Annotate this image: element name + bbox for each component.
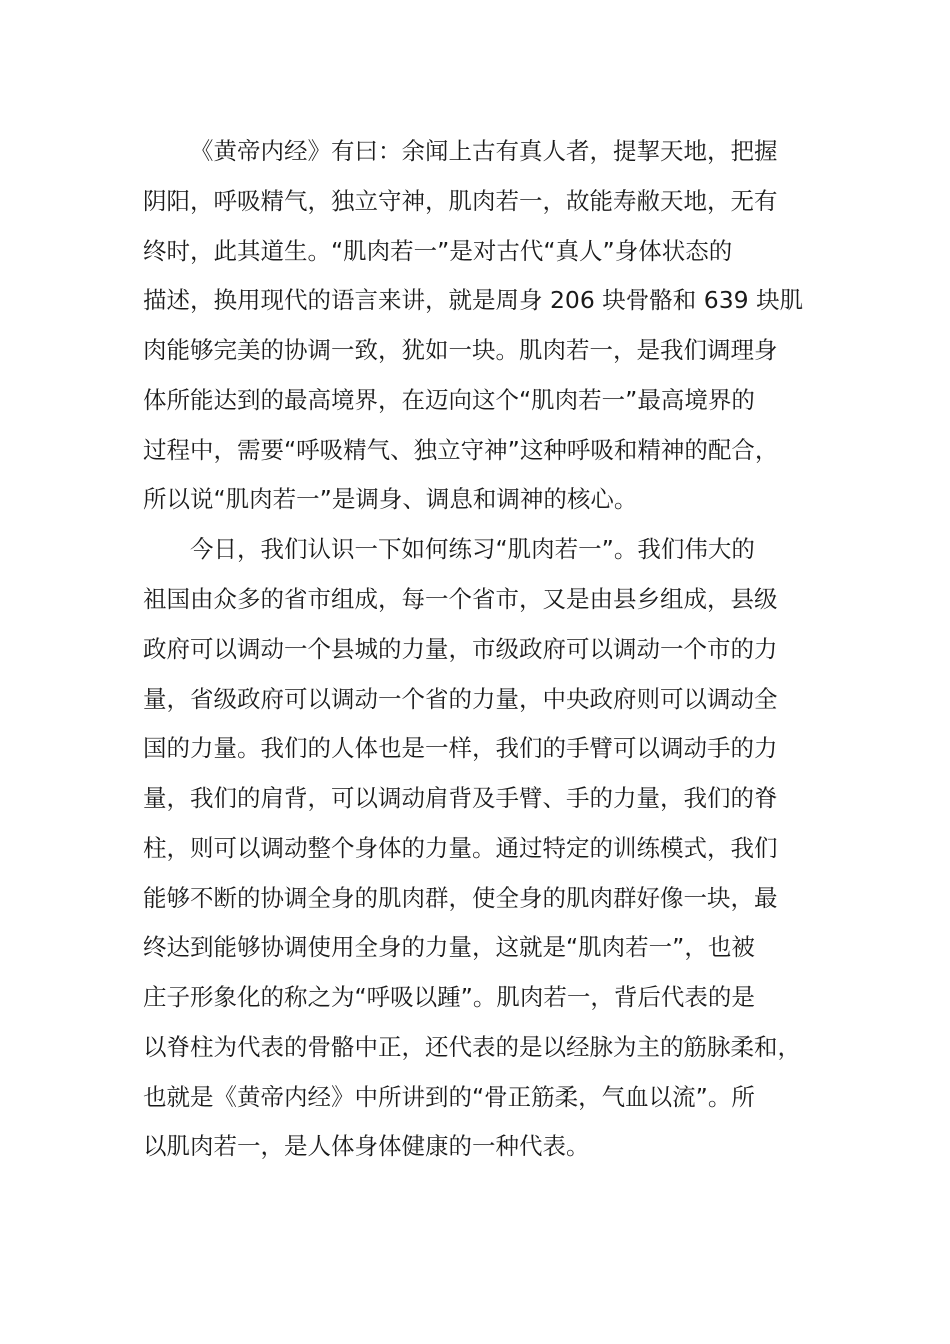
paragraph-2-line-1: 今日，我们认识一下如何练习“肌肉若一”。我们伟大的 (190, 535, 755, 563)
paragraph-2-line-10: 庄子形象化的称之为“呼吸以踵”。肌肉若一，背后代表的是 (143, 983, 755, 1011)
paragraph-2-line-4: 量，省级政府可以调动一个省的力量，中央政府则可以调动全 (143, 685, 778, 713)
paragraph-1-line-4: 描述，换用现代的语言来讲，就是周身 206 块骨骼和 639 块肌 (143, 286, 804, 314)
paragraph-1-line-8: 所以说“肌肉若一”是调身、调息和调神的核心。 (143, 485, 638, 513)
paragraph-2-line-7: 柱，则可以调动整个身体的力量。通过特定的训练模式，我们 (143, 834, 778, 862)
paragraph-2-line-11: 以脊柱为代表的骨骼中正，还代表的是以经脉为主的筋脉柔和， (143, 1033, 801, 1061)
paragraph-2-line-9: 终达到能够协调使用全身的力量，这就是“肌肉若一”，也被 (143, 933, 755, 961)
paragraph-1-line-2: 阴阳，呼吸精气，独立守神，肌肉若一，故能寿敝天地，无有 (143, 187, 778, 215)
paragraph-2-line-12: 也就是《黄帝内经》中所讲到的“骨正筋柔，气血以流”。所 (143, 1083, 755, 1111)
paragraph-1-line-1: 《黄帝内经》有曰：余闻上古有真人者，提挈天地，把握 (190, 137, 778, 165)
paragraph-1-line-6: 体所能达到的最高境界，在迈向这个“肌肉若一”最高境界的 (143, 386, 755, 414)
paragraph-2-line-6: 量，我们的肩背，可以调动肩背及手臂、手的力量，我们的脊 (143, 784, 778, 812)
paragraph-1-line-3: 终时，此其道生。“肌肉若一”是对古代“真人”身体状态的 (143, 237, 733, 265)
paragraph-2-line-5: 国的力量。我们的人体也是一样，我们的手臂可以调动手的力 (143, 734, 778, 762)
paragraph-2-line-13: 以肌肉若一，是人体身体健康的一种代表。 (143, 1132, 590, 1160)
paragraph-1-line-7: 过程中，需要“呼吸精气、独立守神”这种呼吸和精神的配合， (143, 436, 779, 464)
paragraph-1-line-5: 肉能够完美的协调一致，犹如一块。肌肉若一，是我们调理身 (143, 336, 778, 364)
paragraph-2-line-3: 政府可以调动一个县城的力量，市级政府可以调动一个市的力 (143, 635, 778, 663)
paragraph-2-line-8: 能够不断的协调全身的肌肉群，使全身的肌肉群好像一块，最 (143, 884, 778, 912)
paragraph-2-line-2: 祖国由众多的省市组成，每一个省市，又是由县乡组成，县级 (143, 585, 778, 613)
